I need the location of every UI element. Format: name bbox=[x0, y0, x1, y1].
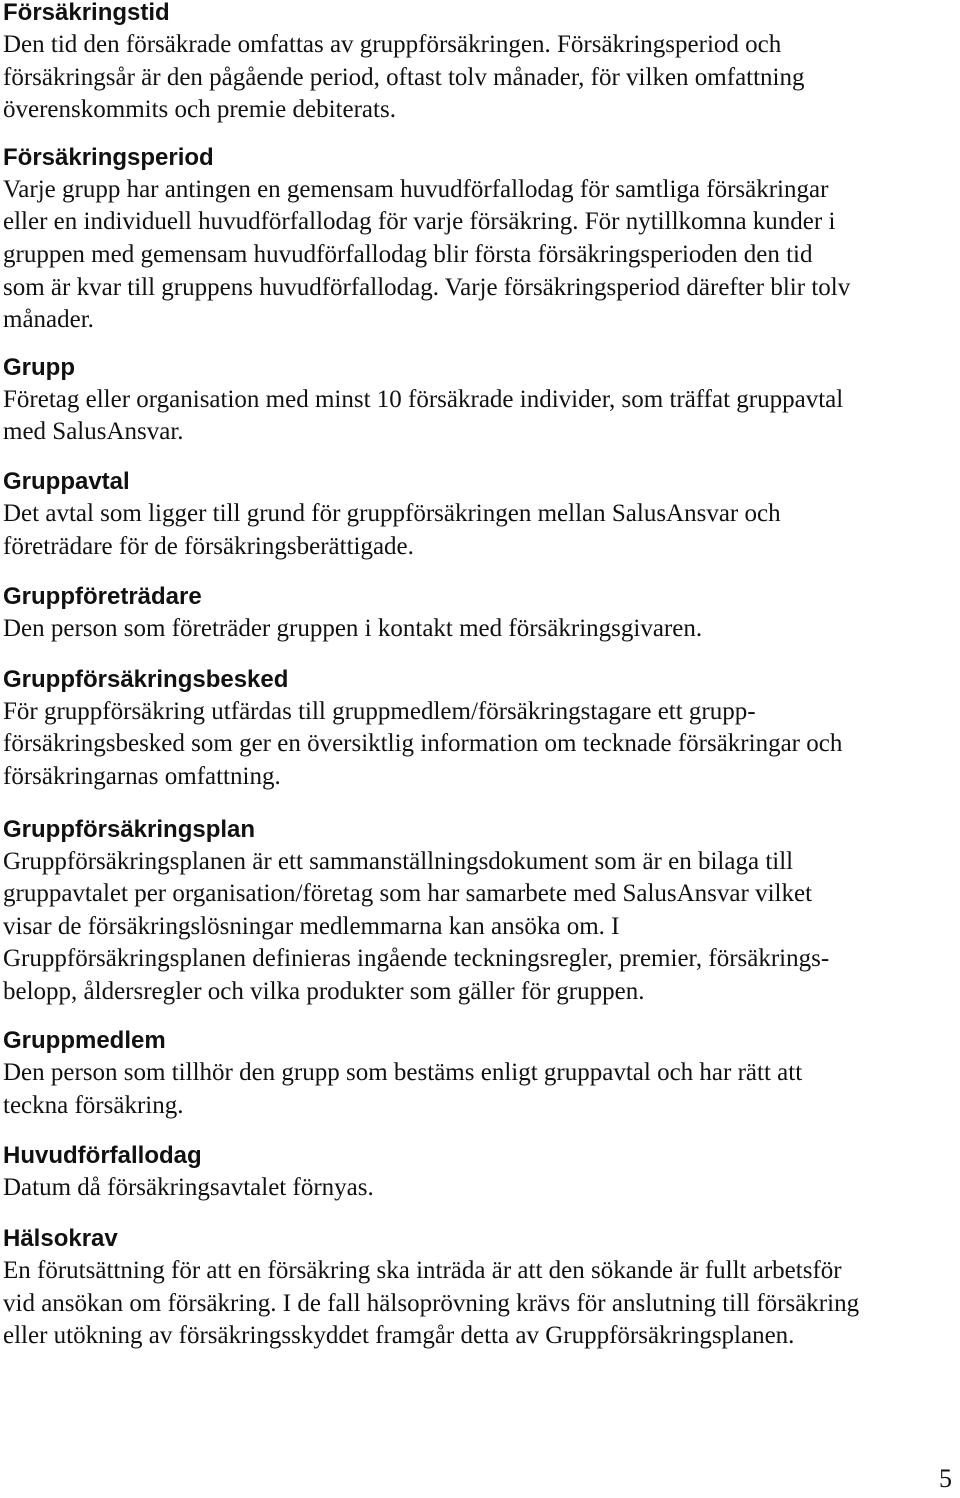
definition-line: Den person som tillhör den grupp som bestäms enligt gruppavtal och har rätt att bbox=[3, 1059, 803, 1087]
definition-line: försäkringsår är den pågående period, oftast tolv månader, för vilken omfattning bbox=[3, 63, 805, 91]
term-heading: Försäkringsperiod bbox=[3, 143, 214, 171]
definition-line: gruppavtalet per organisation/företag som har samarbete med SalusAnsvar vilket bbox=[3, 880, 813, 908]
term-definition bbox=[3, 1255, 953, 1353]
definition-line: vid ansökan om försäkring. I de fall hälsoprövning krävs för anslutning till försäkring bbox=[3, 1289, 860, 1317]
glossary-page bbox=[3, 0, 953, 1353]
glossary-entry-grupp bbox=[3, 352, 953, 449]
definition-line: försäkringarnas omfattning. bbox=[3, 762, 281, 790]
term-definition bbox=[3, 613, 953, 646]
glossary-entry-forsakringstid bbox=[3, 0, 953, 127]
term-heading: Försäkringstid bbox=[3, 0, 170, 26]
term-heading: Gruppförsäkringsbesked bbox=[3, 665, 289, 693]
definition-line: som är kvar till gruppens huvudförfallodag. Varje försäkringsperiod därefter blir tolv bbox=[3, 273, 851, 301]
term-definition bbox=[3, 174, 953, 337]
definition-line: belopp, åldersregler och vilka produkter som gäller för gruppen. bbox=[3, 977, 645, 1005]
definition-line: försäkringsbesked som ger en översiktlig information om tecknade försäkringar och bbox=[3, 730, 843, 758]
glossary-entry-gruppforsakringsbesked bbox=[3, 664, 953, 794]
glossary-entry-huvudforfallodag bbox=[3, 1140, 953, 1205]
term-definition bbox=[3, 846, 953, 1009]
term-definition bbox=[3, 1057, 953, 1122]
term-definition bbox=[3, 696, 953, 794]
term-heading: Gruppförsäkringsplan bbox=[3, 815, 256, 843]
definition-line: Det avtal som ligger till grund för gruppförsäkringen mellan SalusAnsvar och bbox=[3, 499, 781, 527]
term-heading: Gruppmedlem bbox=[3, 1027, 166, 1055]
glossary-entry-gruppavtal bbox=[3, 466, 953, 563]
term-heading: Huvudförfallodag bbox=[3, 1141, 202, 1169]
definition-line: Företag eller organisation med minst 10 försäkrade individer, som träffat gruppavtal bbox=[3, 385, 844, 413]
definition-line: företrädare för de försäkringsberättigade. bbox=[3, 532, 414, 560]
glossary-entry-gruppforetradare bbox=[3, 581, 953, 646]
term-heading: Grupp bbox=[3, 353, 75, 381]
glossary-entry-gruppforsakringsplan bbox=[3, 814, 953, 1009]
definition-line: överenskommits och premie debiterats. bbox=[3, 96, 396, 124]
term-definition bbox=[3, 29, 953, 127]
glossary-entry-gruppmedlem bbox=[3, 1025, 953, 1122]
definition-line: visar de försäkringslösningar medlemmarna kan ansöka om. I bbox=[3, 912, 620, 940]
term-heading: Gruppföreträdare bbox=[3, 583, 202, 611]
definition-line: eller en individuell huvudförfallodag för varje försäkring. För nytillkomna kunder i bbox=[3, 208, 836, 236]
definition-line: teckna försäkring. bbox=[3, 1092, 184, 1120]
glossary-entry-forsakringsperiod bbox=[3, 142, 953, 337]
definition-line: månader. bbox=[3, 306, 94, 334]
term-definition bbox=[3, 498, 953, 563]
definition-line: Gruppförsäkringsplanen definieras ingående teckningsregler, premier, försäkrings- bbox=[3, 945, 830, 973]
definition-line: eller utökning av försäkringsskyddet framgår detta av Gruppförsäkringsplanen. bbox=[3, 1322, 795, 1350]
definition-line: En förutsättning för att en försäkring ska inträda är att den sökande är fullt arbetsför bbox=[3, 1257, 842, 1285]
term-definition bbox=[3, 1172, 953, 1205]
glossary-entry-halsokrav bbox=[3, 1223, 953, 1353]
term-definition bbox=[3, 384, 953, 449]
page-number: 5 bbox=[939, 1464, 952, 1493]
definition-line: Den person som företräder gruppen i kontakt med försäkringsgivaren. bbox=[3, 615, 703, 643]
term-heading: Hälsokrav bbox=[3, 1225, 118, 1253]
definition-line: För gruppförsäkring utfärdas till gruppmedlem/försäkringstagare ett grupp- bbox=[3, 697, 756, 725]
definition-line: Varje grupp har antingen en gemensam huvudförfallodag för samtliga försäkringar bbox=[3, 175, 829, 203]
definition-line: Den tid den försäkrade omfattas av gruppförsäkringen. Försäkringsperiod och bbox=[3, 31, 782, 58]
definition-line: gruppen med gemensam huvudförfallodag blir första försäkringsperioden den tid bbox=[3, 240, 813, 268]
term-heading: Gruppavtal bbox=[3, 467, 130, 495]
definition-line: med SalusAnsvar. bbox=[3, 418, 184, 446]
definition-line: Datum då försäkringsavtalet förnyas. bbox=[3, 1173, 374, 1201]
definition-line: Gruppförsäkringsplanen är ett sammanställningsdokument som är en bilaga till bbox=[3, 847, 794, 875]
